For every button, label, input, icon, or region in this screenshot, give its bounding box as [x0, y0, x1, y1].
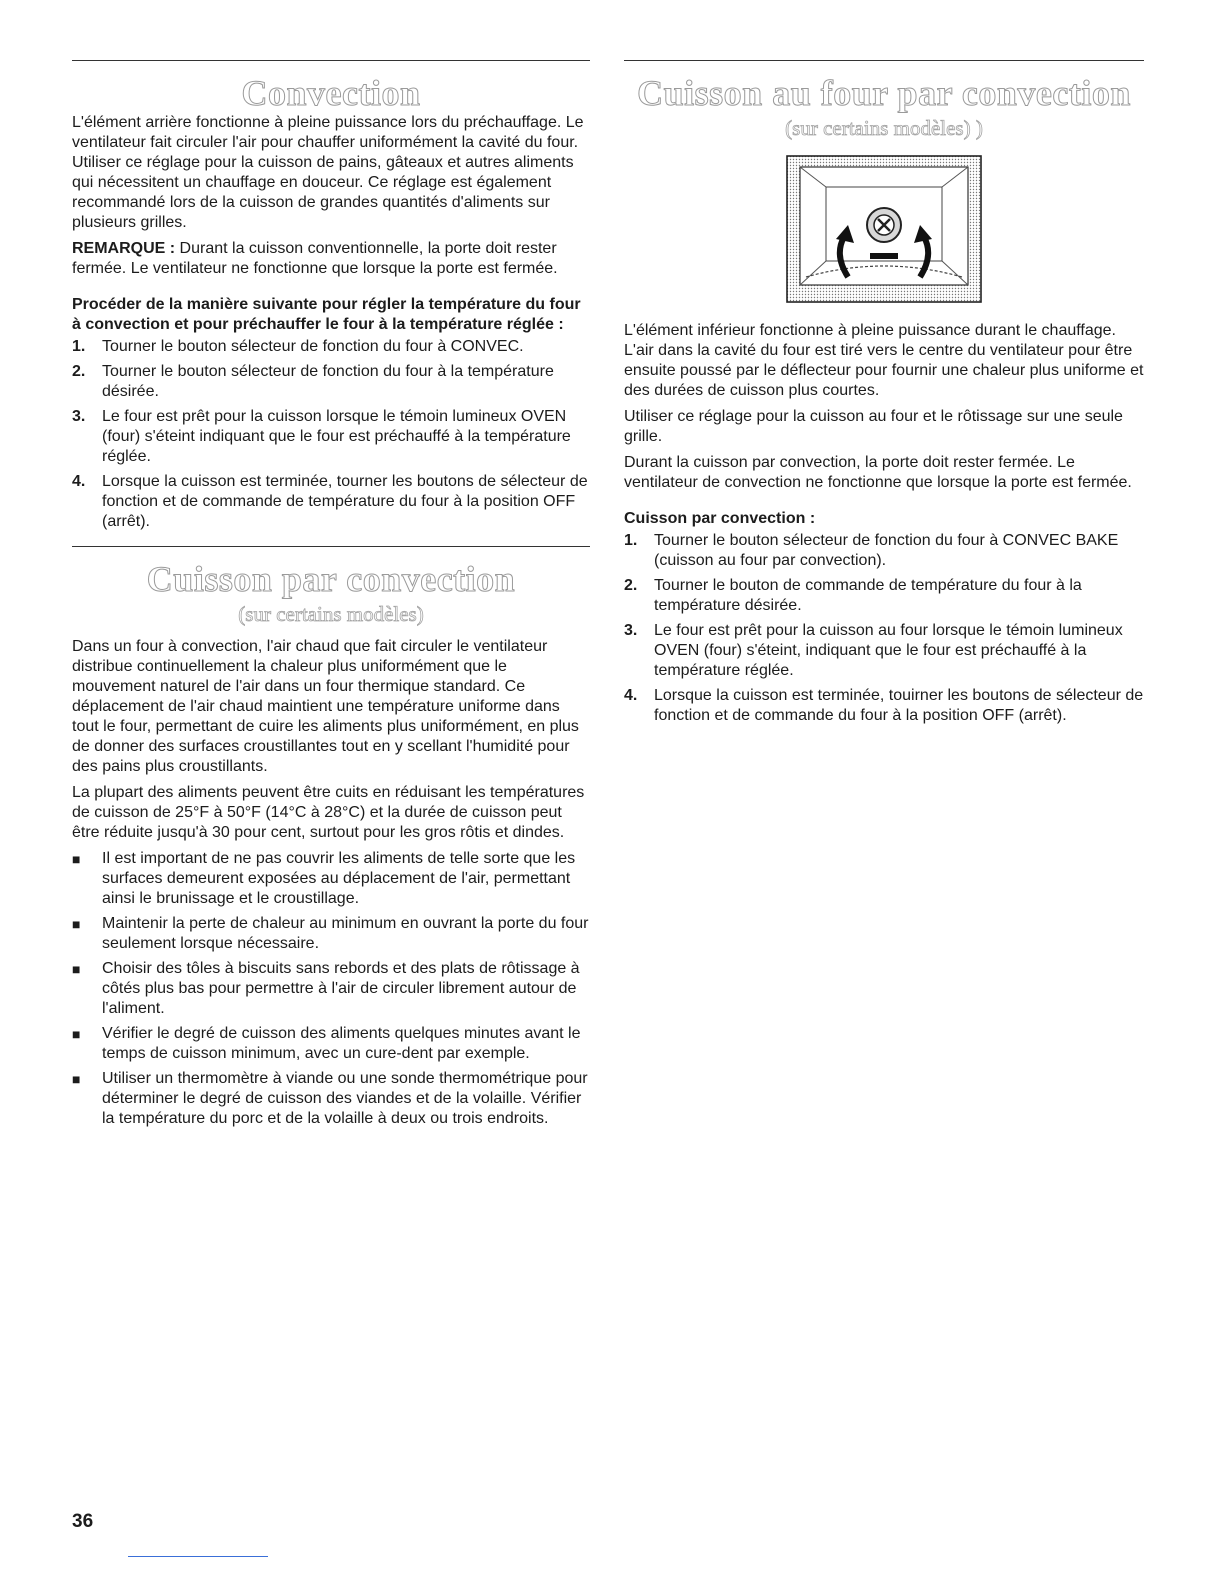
right-column	[624, 60, 1144, 731]
list-item	[72, 1024, 590, 1064]
step-text: Tourner le bouton de commande de température du four à la température désirée.	[654, 577, 1082, 614]
list-item	[624, 531, 1144, 571]
bullet-icon: ■	[72, 916, 81, 932]
convection-note	[72, 239, 590, 279]
step-number: 3.	[72, 408, 86, 425]
bullet-text: Utiliser un thermomètre à viande ou une sonde thermométrique pour déterminer le degré de cuisson des viandes et de la volaille. Vérifier la température du porc et de la volaille à deux ou trois endroits.	[102, 1070, 588, 1127]
convection-title: Convection	[241, 73, 421, 113]
step-text: Tourner le bouton sélecteur de fonction du four à la température désirée.	[102, 363, 554, 400]
bullet-text: Vérifier le degré de cuisson des aliments quelques minutes avant le temps de cuisson minimum, avec un cure-dent par exemple.	[102, 1025, 581, 1062]
list-item	[72, 1069, 590, 1129]
bullet-text: Il est important de ne pas couvrir les aliments de telle sorte que les surfaces demeurent exposées au déplacement de l'air, permettant ainsi le brunissage et le croustillage.	[102, 850, 576, 907]
procedure-heading: Procéder de la manière suivante pour régler la température du four à convection et pour préchauffer le four à la température réglée :	[72, 296, 581, 333]
list-item	[624, 576, 1144, 616]
convection-steps	[72, 337, 590, 532]
step-text: Le four est prêt pour la cuisson au four lorsque le témoin lumineux OVEN (four) s'éteint, indiquant que le four est préchauffé à la température réglée.	[654, 622, 1123, 679]
convection-baking-paragraph-2: Utiliser ce réglage pour la cuisson au four et le rôtissage sur une seule grille.	[624, 408, 1123, 445]
page-number: 36	[72, 1511, 94, 1532]
convection-paragraph: L'élément arrière fonctionne à pleine puissance lors du préchauffage. Le ventilateur fait circuler l'air pour chauffer uniformément la cavité du four. Utiliser ce réglage pour la cuisson de pains, gâteaux et autres aliments qui nécessitent un chauffage en douceur. Ce réglage est également recommandé lors de la cuisson de grandes quantités d'aliments sur plusieurs grilles.	[72, 114, 584, 231]
list-item	[72, 959, 590, 1019]
left-column	[72, 60, 590, 1134]
bullet-icon: ■	[72, 1026, 81, 1042]
steps-heading: Cuisson par convection :	[624, 510, 816, 527]
convection-baking-title: Cuisson au four par convection	[637, 73, 1131, 113]
step-number: 4.	[72, 473, 86, 490]
convection-cooking-paragraph-1: Dans un four à convection, l'air chaud que fait circuler le ventilateur distribue continuellement la chaleur plus uniformément que le mouvement naturel de l'air dans un four thermique standard. Ce déplacement de l'air chaud maintient une température uniforme dans tout le four, permettant de cuire les aliments plus uniformément, en plus de donner des surfaces croustillantes tout en y scellant l'humidité pour des pains plus croustillants.	[72, 638, 579, 775]
bullet-icon: ■	[72, 1071, 81, 1087]
note-text: Durant la cuisson conventionnelle, la porte doit rester fermée. Le ventilateur ne fonctionne que lorsque la porte est fermée.	[72, 240, 558, 277]
convection-cooking-subtitle: (sur certains modèles)	[238, 602, 424, 626]
bullet-text: Choisir des tôles à biscuits sans rebords et des plats de rôtissage à côtés plus bas pour permettre à l'air de circuler librement autour de l'aliment.	[102, 960, 580, 1017]
step-number: 2.	[72, 363, 86, 380]
step-text: Tourner le bouton sélecteur de fonction du four à CONVEC BAKE (cuisson au four par convection).	[654, 532, 1119, 569]
section-divider	[72, 546, 590, 547]
step-text: Lorsque la cuisson est terminée, tourner les boutons de sélecteur de fonction et de commande de température du four à la position OFF (arrêt).	[102, 473, 588, 530]
footer-divider	[128, 1556, 268, 1557]
convection-baking-paragraph-1: L'élément inférieur fonctionne à pleine puissance durant le chauffage. L'air dans la cavité du four est tiré vers le centre du ventilateur pour être ensuite poussé par le déflecteur pour fournir une chaleur plus uniforme et des durées de cuisson plus courtes.	[624, 322, 1144, 399]
list-item	[72, 914, 590, 954]
step-text: Tourner le bouton sélecteur de fonction du four à CONVEC.	[102, 338, 524, 355]
list-item	[72, 849, 590, 909]
convection-baking-subtitle: (sur certains modèles) )	[785, 116, 983, 140]
step-number: 4.	[624, 687, 638, 704]
note-label: REMARQUE :	[72, 240, 176, 257]
list-item	[72, 407, 590, 467]
step-number: 1.	[624, 532, 638, 549]
list-item	[624, 686, 1144, 726]
list-item	[72, 472, 590, 532]
tips-list	[72, 849, 590, 1129]
oven-convection-fan-icon	[786, 155, 982, 303]
bullet-text: Maintenir la perte de chaleur au minimum en ouvrant la porte du four seulement lorsque nécessaire.	[102, 915, 589, 952]
list-item	[72, 362, 590, 402]
step-text: Lorsque la cuisson est terminée, touirner les boutons de sélecteur de fonction et de commande du four à la position OFF (arrêt).	[654, 687, 1144, 724]
bullet-icon: ■	[72, 851, 81, 867]
list-item	[624, 621, 1144, 681]
convection-baking-paragraph-3: Durant la cuisson par convection, la porte doit rester fermée. Le ventilateur de convection ne fonctionne que lorsque la porte est fermée.	[624, 454, 1132, 491]
convection-cooking-title: Cuisson par convection	[146, 559, 516, 599]
section-divider	[624, 60, 1144, 61]
convection-cooking-paragraph-2: La plupart des aliments peuvent être cuits en réduisant les températures de cuisson de 25°F à 50°F (14°C à 28°C) et la durée de cuisson peut être réduite jusqu'à 30 pour cent, surtout pour les gros rôtis et dindes.	[72, 784, 585, 841]
step-number: 2.	[624, 577, 638, 594]
step-text: Le four est prêt pour la cuisson lorsque le témoin lumineux OVEN (four) s'éteint indiquant que le four est préchauffé à la température réglée.	[102, 408, 571, 465]
step-number: 3.	[624, 622, 638, 639]
step-number: 1.	[72, 338, 86, 355]
section-divider	[72, 60, 590, 61]
bullet-icon: ■	[72, 961, 81, 977]
convection-baking-steps	[624, 531, 1144, 726]
list-item	[72, 337, 590, 357]
